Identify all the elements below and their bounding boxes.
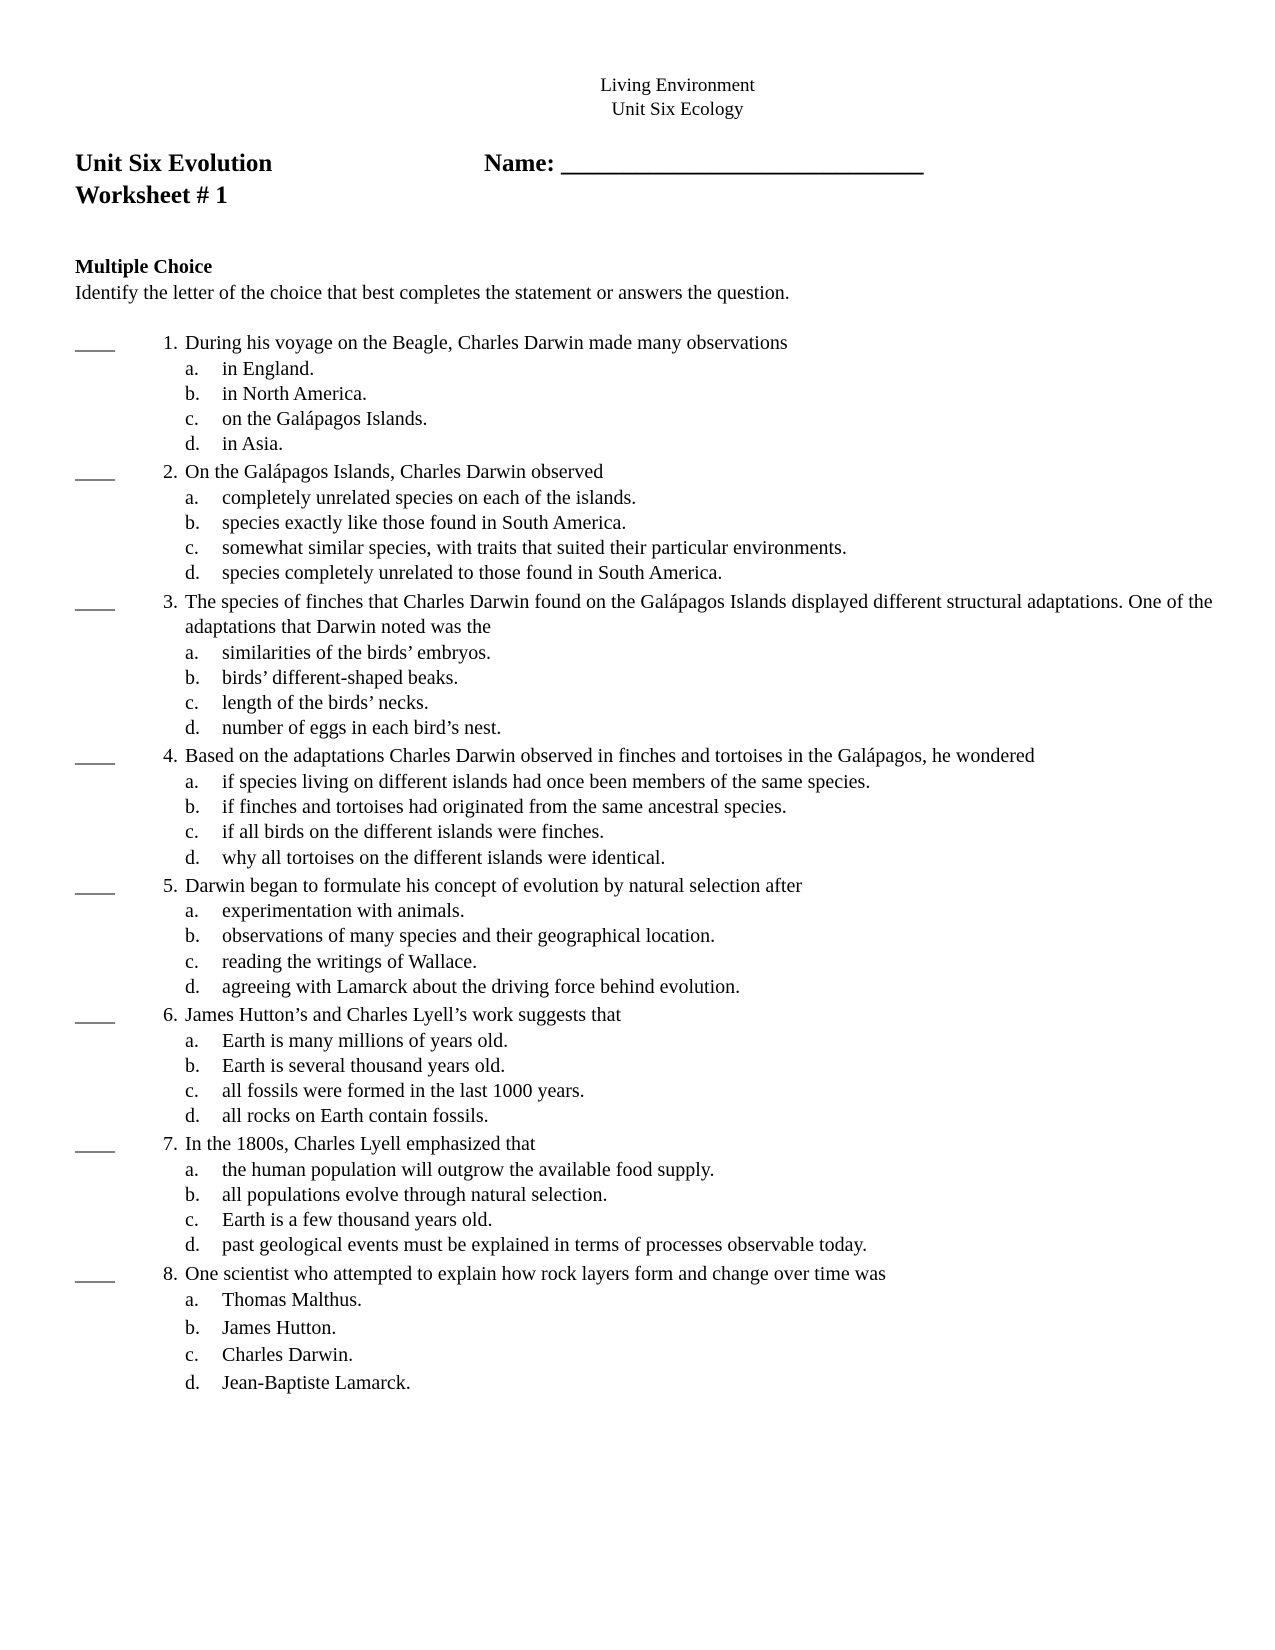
answer-choice — [185, 899, 1245, 924]
choice-text: species completely unrelated to those found in South America. — [222, 562, 723, 585]
choice-letter: c. — [185, 537, 199, 560]
choice-letter: c. — [185, 407, 199, 430]
question-text: James Hutton’s and Charles Lyell’s work suggests that — [185, 1004, 622, 1027]
choice-letter: a. — [185, 1158, 199, 1181]
choice-list — [185, 357, 1245, 458]
answer-blank[interactable]: ____ — [75, 745, 115, 768]
question-item — [75, 1003, 1245, 1129]
choice-text: agreeing with Lamarck about the driving force behind evolution. — [222, 975, 741, 998]
choice-letter: b. — [185, 925, 200, 948]
question-number-cell — [123, 1132, 185, 1158]
choice-letter: a. — [185, 770, 199, 793]
answer-choice — [185, 641, 1245, 666]
unit-title: Unit Six Ecology — [611, 99, 744, 120]
course-header — [0, 74, 1275, 122]
choice-text: similarities of the birds’ embryos. — [222, 641, 492, 664]
choice-letter: b. — [185, 1054, 200, 1077]
question-number-cell — [123, 1003, 185, 1029]
choice-text: past geological events must be explained in terms of processes observable today. — [222, 1234, 868, 1257]
choice-letter: c. — [185, 692, 199, 715]
answer-blank[interactable]: ____ — [75, 1133, 115, 1156]
choice-letter: a. — [185, 641, 199, 664]
question-item — [75, 1262, 1245, 1398]
choice-letter: d. — [185, 1234, 200, 1257]
answer-choice — [185, 357, 1245, 382]
question-number-cell — [123, 874, 185, 900]
answer-choice — [185, 1233, 1245, 1258]
choice-letter: d. — [185, 1105, 200, 1128]
question-number: 7. — [163, 1133, 178, 1156]
choice-text: if finches and tortoises had originated from the same ancestral species. — [222, 796, 787, 819]
choice-list — [185, 641, 1245, 742]
choice-letter: b. — [185, 1184, 200, 1207]
question-text: On the Galápagos Islands, Charles Darwin observed — [185, 461, 604, 484]
choice-text: on the Galápagos Islands. — [222, 407, 428, 430]
question-line — [75, 1003, 1245, 1029]
question-text: Darwin began to formulate his concept of evolution by natural selection after — [185, 874, 803, 897]
answer-choice — [185, 486, 1245, 511]
choice-text: Charles Darwin. — [222, 1344, 354, 1367]
answer-choice — [185, 846, 1245, 871]
choice-text: in England. — [222, 357, 315, 380]
choice-list — [185, 1287, 1245, 1397]
answer-choice — [185, 511, 1245, 536]
choice-text: James Hutton. — [222, 1316, 337, 1339]
choice-text: Jean-Baptiste Lamarck. — [222, 1371, 411, 1394]
question-number: 2. — [163, 461, 178, 484]
question-item — [75, 874, 1245, 1000]
question-number-cell — [123, 460, 185, 486]
choice-text: birds’ different-shaped beaks. — [222, 666, 459, 689]
choice-letter: d. — [185, 562, 200, 585]
question-number-cell — [123, 744, 185, 770]
choice-text: completely unrelated species on each of the islands. — [222, 486, 637, 509]
answer-choice — [185, 770, 1245, 795]
answer-choice — [185, 1183, 1245, 1208]
answer-choice — [185, 950, 1245, 975]
choice-letter: d. — [185, 1371, 200, 1394]
question-item — [75, 1132, 1245, 1258]
answer-choice — [185, 561, 1245, 586]
question-text: One scientist who attempted to explain how rock layers form and change over time was — [185, 1262, 886, 1285]
answer-choice — [185, 1054, 1245, 1079]
question-line — [75, 1262, 1245, 1288]
choice-letter: d. — [185, 433, 200, 456]
worksheet-title-line1: Unit Six Evolution — [75, 150, 273, 177]
question-item — [75, 331, 1245, 457]
choice-text: the human population will outgrow the available food supply. — [222, 1158, 715, 1181]
question-line — [75, 590, 1245, 641]
choice-letter: b. — [185, 796, 200, 819]
choice-letter: b. — [185, 512, 200, 535]
choice-text: somewhat similar species, with traits that suited their particular environments. — [222, 537, 847, 560]
worksheet-title — [75, 148, 272, 212]
answer-choice — [185, 1079, 1245, 1104]
choice-list — [185, 486, 1245, 587]
question-line — [75, 744, 1245, 770]
choice-list — [185, 1029, 1245, 1130]
name-field[interactable]: Name: _____________________________ — [484, 150, 924, 177]
choice-letter: c. — [185, 1209, 199, 1232]
choice-text: Earth is several thousand years old. — [222, 1054, 506, 1077]
answer-choice — [185, 432, 1245, 457]
answer-choice — [185, 691, 1245, 716]
question-line — [75, 460, 1245, 486]
choice-letter: d. — [185, 846, 200, 869]
choice-text: reading the writings of Wallace. — [222, 950, 478, 973]
answer-blank[interactable]: ____ — [75, 590, 115, 613]
answer-choice — [185, 666, 1245, 691]
choice-text: in North America. — [222, 382, 367, 405]
answer-choice — [185, 716, 1245, 741]
choice-letter: b. — [185, 382, 200, 405]
question-number: 3. — [163, 590, 178, 613]
question-number-cell — [123, 1262, 185, 1288]
choice-list — [185, 770, 1245, 871]
choice-letter: d. — [185, 717, 200, 740]
choice-list — [185, 1158, 1245, 1259]
choice-text: if all birds on the different islands were finches. — [222, 821, 605, 844]
question-number: 8. — [163, 1262, 178, 1285]
question-text: Based on the adaptations Charles Darwin observed in finches and tortoises in the Galápagos, he wondered — [185, 745, 1035, 768]
choice-letter: c. — [185, 1079, 199, 1102]
answer-choice — [185, 1158, 1245, 1183]
answer-blank[interactable]: ____ — [75, 461, 115, 484]
answer-blank[interactable]: ____ — [75, 874, 115, 897]
answer-choice — [185, 1208, 1245, 1233]
section-heading: Multiple Choice — [75, 256, 213, 278]
question-item — [75, 460, 1245, 586]
choice-letter: c. — [185, 821, 199, 844]
question-number-cell — [123, 331, 185, 357]
course-title: Living Environment — [600, 75, 755, 96]
choice-text: experimentation with animals. — [222, 900, 465, 923]
choice-letter: a. — [185, 357, 199, 380]
choice-text: observations of many species and their geographical location. — [222, 925, 716, 948]
question-text: In the 1800s, Charles Lyell emphasized that — [185, 1133, 536, 1156]
section-intro — [75, 254, 790, 306]
question-number: 6. — [163, 1004, 178, 1027]
choice-letter: a. — [185, 900, 199, 923]
answer-choice — [185, 536, 1245, 561]
question-number-cell — [123, 590, 185, 641]
answer-choice — [185, 795, 1245, 820]
question-line — [75, 1132, 1245, 1158]
choice-list — [185, 899, 1245, 1000]
answer-choice — [185, 975, 1245, 1000]
section-instructions: Identify the letter of the choice that best completes the statement or answers the question. — [75, 282, 790, 304]
question-item — [75, 744, 1245, 870]
choice-text: Earth is many millions of years old. — [222, 1029, 509, 1052]
question-line — [75, 874, 1245, 900]
choice-text: Thomas Malthus. — [222, 1289, 362, 1312]
choice-letter: a. — [185, 486, 199, 509]
question-number: 1. — [163, 332, 178, 354]
answer-choice — [185, 1315, 1245, 1343]
choice-text: Earth is a few thousand years old. — [222, 1209, 493, 1232]
answer-choice — [185, 1029, 1245, 1054]
question-text: The species of finches that Charles Darwin found on the Galápagos Islands displayed different structural adaptations. One of the adaptations that Darwin noted was the — [185, 590, 1213, 639]
choice-text: number of eggs in each bird’s nest. — [222, 717, 502, 740]
answer-choice — [185, 407, 1245, 432]
answer-choice — [185, 1342, 1245, 1370]
question-number: 4. — [163, 745, 178, 768]
choice-text: in Asia. — [222, 433, 284, 456]
answer-blank[interactable]: ____ — [75, 1262, 115, 1285]
choice-letter: a. — [185, 1029, 199, 1052]
question-list — [75, 331, 1245, 1400]
choice-letter: d. — [185, 975, 200, 998]
answer-choice — [185, 1370, 1245, 1398]
choice-letter: a. — [185, 1289, 199, 1312]
answer-blank[interactable]: ____ — [75, 1004, 115, 1027]
choice-text: why all tortoises on the different islands were identical. — [222, 846, 666, 869]
choice-text: species exactly like those found in South America. — [222, 512, 627, 535]
choice-text: all fossils were formed in the last 1000 years. — [222, 1079, 585, 1102]
choice-text: if species living on different islands had once been members of the same species. — [222, 770, 871, 793]
choice-text: all rocks on Earth contain fossils. — [222, 1105, 489, 1128]
question-line — [75, 331, 1245, 357]
question-text: During his voyage on the Beagle, Charles Darwin made many observations — [185, 332, 788, 354]
choice-text: length of the birds’ necks. — [222, 692, 429, 715]
choice-letter: c. — [185, 1344, 199, 1367]
answer-choice — [185, 1287, 1245, 1315]
answer-choice — [185, 924, 1245, 949]
choice-letter: b. — [185, 666, 200, 689]
answer-choice — [185, 820, 1245, 845]
choice-letter: b. — [185, 1316, 200, 1339]
choice-letter: c. — [185, 950, 199, 973]
question-item — [75, 590, 1245, 742]
question-number: 5. — [163, 874, 178, 897]
choice-text: all populations evolve through natural selection. — [222, 1184, 608, 1207]
answer-blank[interactable]: ____ — [75, 332, 115, 354]
answer-choice — [185, 382, 1245, 407]
answer-choice — [185, 1104, 1245, 1129]
worksheet-title-line2: Worksheet # 1 — [75, 182, 228, 209]
